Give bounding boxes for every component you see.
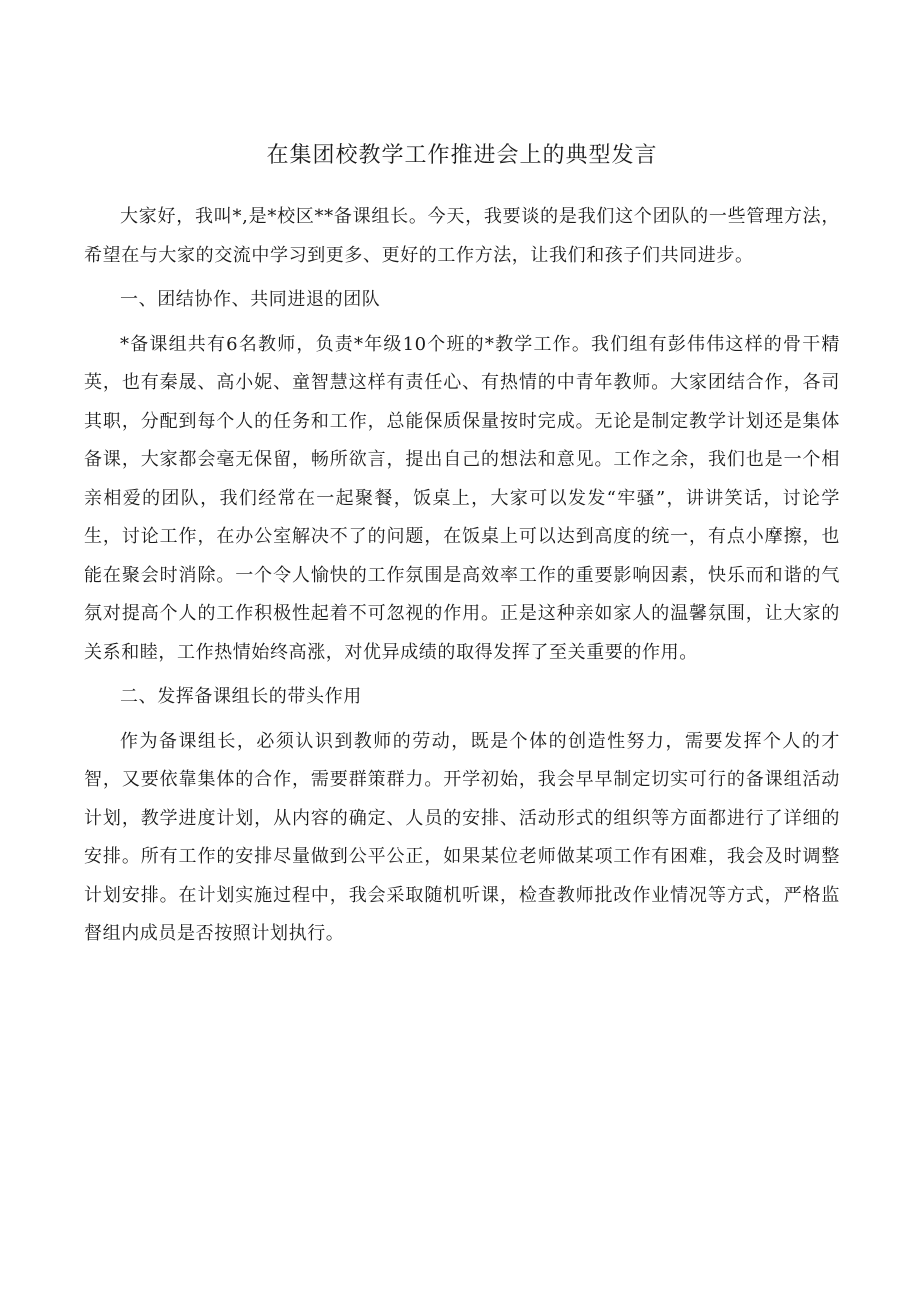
intro-paragraph: 大家好，我叫*,是*校区**备课组长。今天，我要谈的是我们这个团队的一些管理方法，希望在与大家的交流中学习到更多、更好的工作方法，让我们和孩子们共同进步。 (84, 206, 840, 266)
section-1-heading: 一、团结协作、共同进退的团队 (120, 289, 381, 310)
document-page (84, 140, 840, 954)
section-2-body: 作为备课组长，必须认识到教师的劳动，既是个体的创造性努力，需要发挥个人的才智，又要依靠集体的合作，需要群策群力。开学初始，我会早早制定切实可行的备课组活动计划，教学进度计划，从内容的确定、人员的安排、活动形式的组织等方面都进行了详细的安排。所有工作的安排尽量做到公平公正，如果某位老师做某项工作有困难，我会及时调整计划安排。在计划实施过程中，我会采取随机听课，检查教师批改作业情况等方式，严格监督组内成员是否按照计划执行。 (84, 730, 840, 944)
section-2-heading: 二、发挥备课组长的带头作用 (120, 686, 362, 707)
section-1-body: *备课组共有6名教师，负责*年级10个班的*教学工作。我们组有彭伟伟这样的骨干精英，也有秦晟、高小妮、童智慧这样有责任心、有热情的中青年教师。大家团结合作，各司其职，分配到每个人的任务和工作，总能保质保量按时完成。无论是制定教学计划还是集体备课，大家都会毫无保留，畅所欲言，提出自己的想法和意见。工作之余，我们也是一个相亲相爱的团队，我们经常在一起聚餐，饭桌上，大家可以发发“牢骚”，讲讲笑话，讨论学生，讨论工作，在办公室解决不了的问题，在饭桌上可以达到高度的统一，有点小摩擦，也能在聚会时消除。一个令人愉快的工作氛围是高效率工作的重要影响因素，快乐而和谐的气氛对提高个人的工作积极性起着不可忽视的作用。正是这种亲如家人的温馨氛围，让大家的关系和睦，工作热情始终高涨，对优异成绩的取得发挥了至关重要的作用。 (84, 333, 840, 663)
document-title: 在集团校教学工作推进会上的典型发言 (266, 143, 658, 168)
